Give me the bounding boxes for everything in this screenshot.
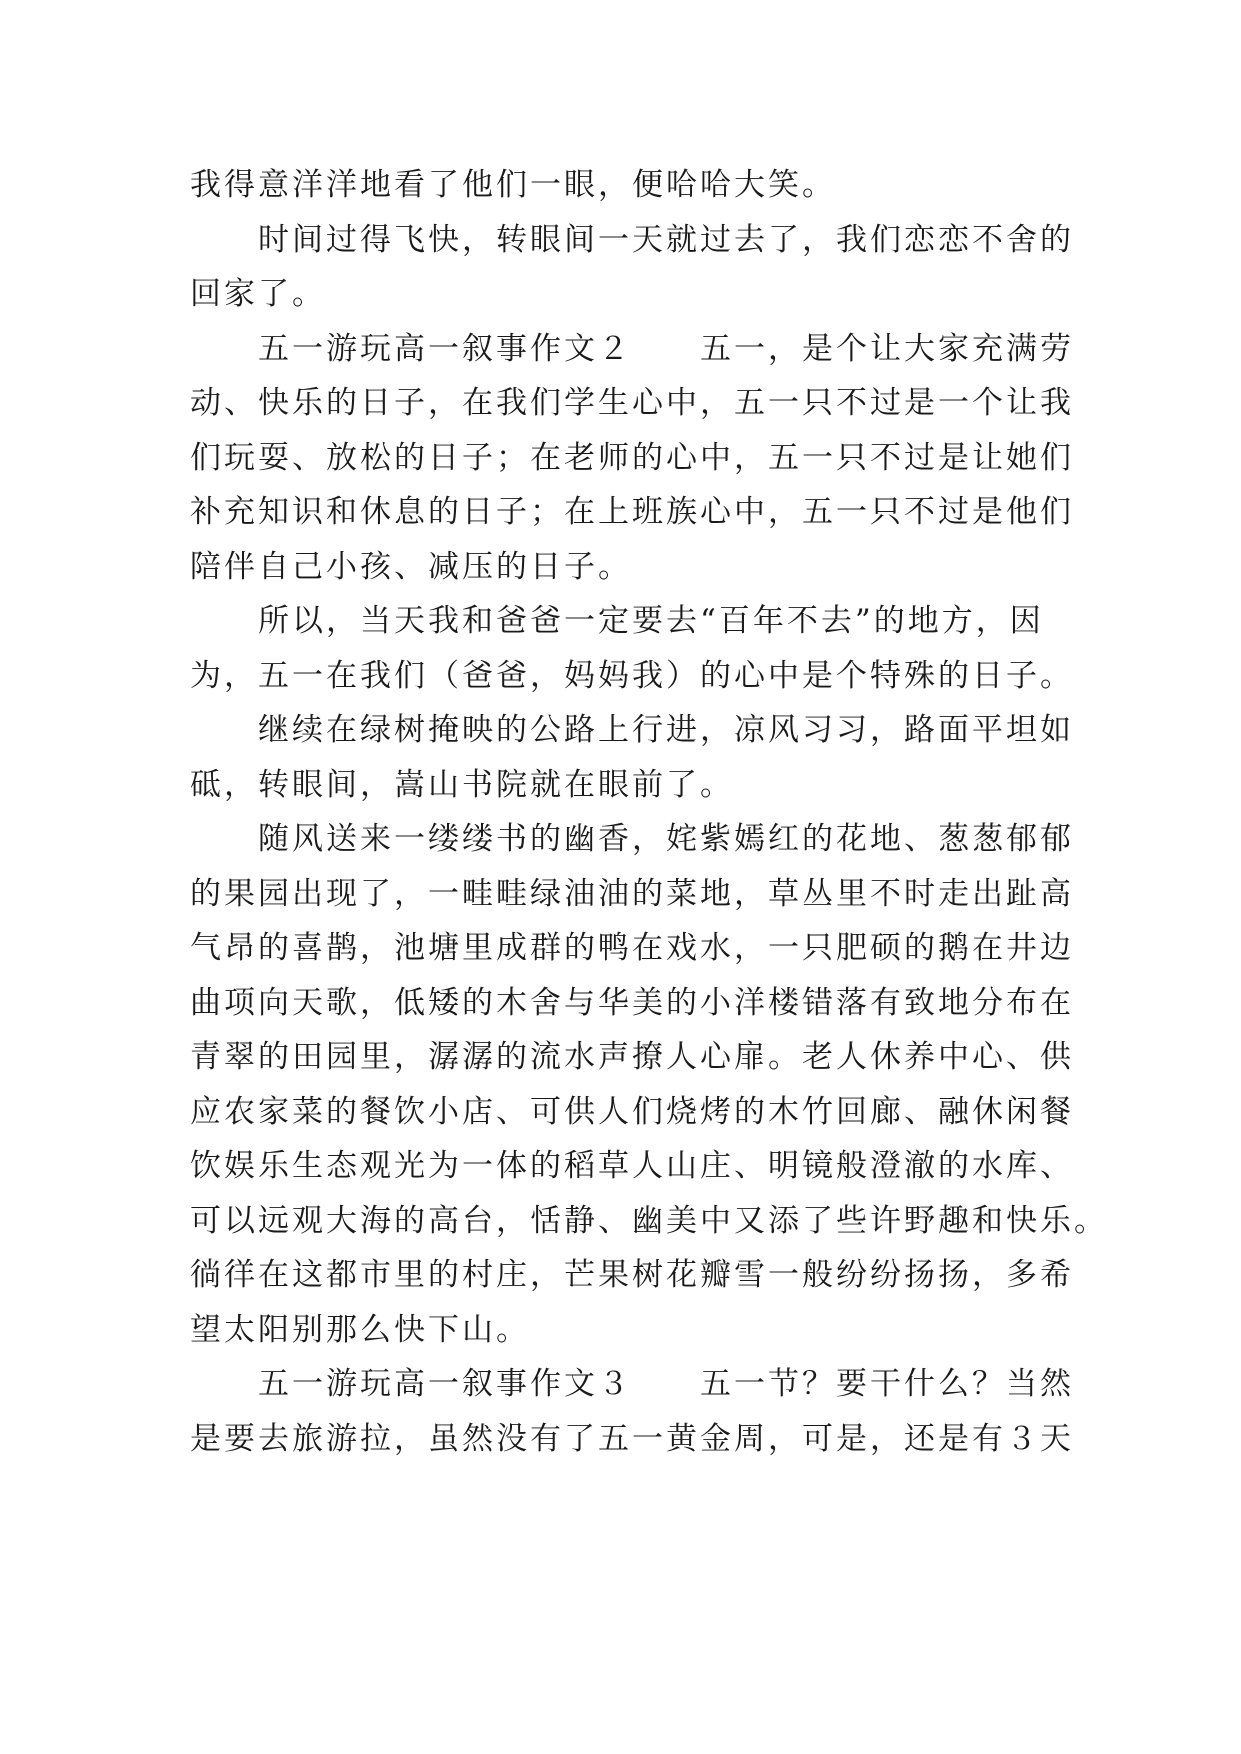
- text-line: 望太阳别那么快下山。: [190, 1311, 530, 1348]
- text-line: 继续在绿树掩映的公路上行进，凉风习习，路面平坦如: [258, 712, 1074, 748]
- text-line: 曲项向天歌，低矮的木舍与华美的小洋楼错落有致地分布在: [190, 984, 1074, 1021]
- text-line: 气昂的喜鹊，池塘里成群的鸭在戏水，一只肥硕的鹅在井边: [190, 930, 1074, 966]
- text-line: 可以远观大海的高台，恬静、幽美中又添了些许野趣和快乐。: [190, 1202, 1108, 1239]
- text-line: 应农家菜的餐饮小店、可供人们烧烤的木竹回廊、融休闲餐: [190, 1093, 1074, 1130]
- text-line: 徜徉在这都市里的村庄，芒果树花瓣雪一般纷纷扬扬，多希: [190, 1257, 1074, 1293]
- text-line: 所以，当天我和爸爸一定要去“百年不去”的地方，因: [258, 603, 1044, 639]
- text-line: 的果园出现了，一畦畦绿油油的菜地，草丛里不时走出趾高: [190, 875, 1074, 912]
- text-line: 动、快乐的日子，在我们学生心中，五一只不过是一个让我: [190, 385, 1074, 421]
- text-line: 补充知识和休息的日子；在上班族心中，五一只不过是他们: [190, 494, 1074, 530]
- text-line: 随风送来一缕缕书的幽香，姹紫嫣红的花地、葱葱郁郁: [258, 821, 1074, 857]
- text-line: 是要去旅游拉，虽然没有了五一黄金周，可是，还是有３天: [190, 1420, 1074, 1457]
- text-line: 时间过得飞快，转眼间一天就过去了，我们恋恋不舍的: [258, 221, 1074, 258]
- essay-body: [190, 158, 1108, 1466]
- text-line: 青翠的田园里，潺潺的流水声撩人心扉。老人休养中心、供: [190, 1039, 1074, 1075]
- text-line: 们玩耍、放松的日子；在老师的心中，五一只不过是让她们: [190, 439, 1074, 476]
- text-line: 回家了。: [190, 276, 326, 312]
- text-line: 陪伴自己小孩、减压的日子。: [190, 548, 632, 585]
- text-line: 饮娱乐生态观光为一体的稻草人山庄、明镜般澄澈的水库、: [190, 1148, 1074, 1184]
- essay-3-heading-line: 五一游玩高一叙事作文３ 五一节？要干什么？当然: [258, 1366, 1074, 1402]
- text-line: 我得意洋洋地看了他们一眼，便哈哈大笑。: [190, 167, 836, 203]
- text-line: 砥，转眼间，嵩山书院就在眼前了。: [190, 766, 734, 803]
- essay-2-heading-line: 五一游玩高一叙事作文２ 五一，是个让大家充满劳: [258, 330, 1074, 367]
- text-line: 为，五一在我们（爸爸，妈妈我）的心中是个特殊的日子。: [190, 657, 1074, 694]
